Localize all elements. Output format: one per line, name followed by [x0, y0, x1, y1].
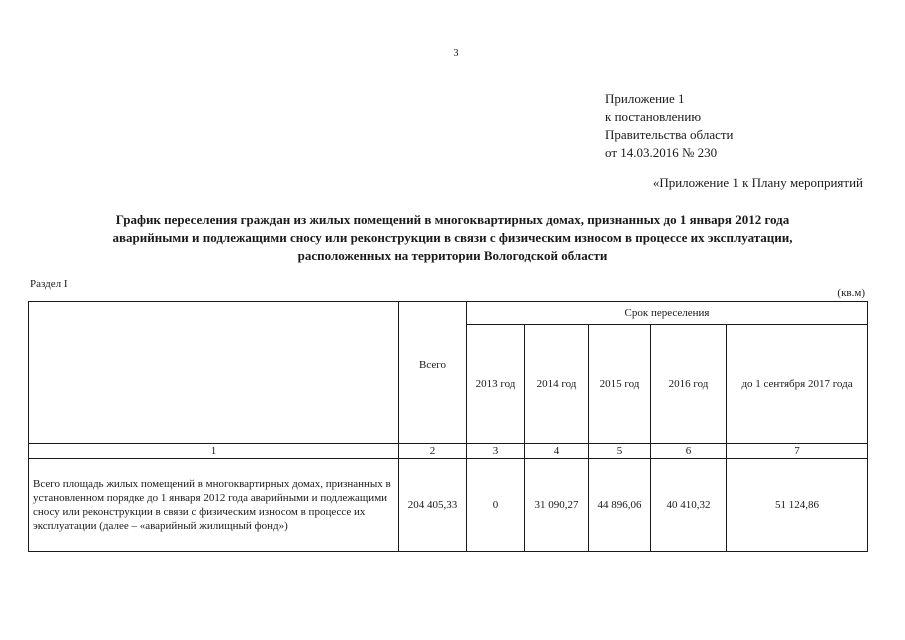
- appendix-line-1: Приложение 1: [605, 91, 685, 106]
- title-line-3: расположенных на территории Вологодской области: [297, 248, 608, 263]
- header-term: Срок переселения: [467, 302, 868, 325]
- resettlement-schedule-table: [28, 301, 868, 552]
- header-row-term: [29, 302, 868, 325]
- column-number: 1: [29, 444, 399, 459]
- page-number: 3: [453, 48, 459, 59]
- row-label: Всего площадь жилых помещений в многоквартирных домах, признанных в установленном порядке до 1 января 2012 года аварийными и подлежащими сносу или реконструкции в связи с физическим износом в процессе их эксплуатации (далее – «аварийный жилищный фонд»): [29, 459, 399, 552]
- row-value-2017: 51 124,86: [727, 459, 868, 552]
- row-value-2013: 0: [467, 459, 525, 552]
- plan-reference: «Приложение 1 к Плану мероприятий: [652, 175, 863, 190]
- unit-label: (кв.м): [837, 287, 865, 299]
- row-total-value: 204 405,33: [399, 459, 467, 552]
- header-year-2015: 2015 год: [589, 325, 651, 444]
- column-number: 4: [525, 444, 589, 459]
- appendix-header: [605, 90, 734, 162]
- appendix-line-4: от 14.03.2016 № 230: [605, 145, 718, 160]
- column-number: 6: [651, 444, 727, 459]
- appendix-line-3: Правительства области: [605, 127, 734, 142]
- column-number: 2: [399, 444, 467, 459]
- header-year-2016: 2016 год: [651, 325, 727, 444]
- header-total-label: Всего: [419, 358, 446, 371]
- row-value-2014: 31 090,27: [525, 459, 589, 552]
- table-row: [29, 459, 868, 552]
- appendix-line-2: к постановлению: [605, 109, 702, 124]
- row-value-2015: 44 896,06: [589, 459, 651, 552]
- title-line-1: График переселения граждан из жилых помещений в многоквартирных домах, признанных до 1 января 2012 года: [115, 212, 790, 227]
- header-year-2014: 2014 год: [525, 325, 589, 444]
- row-value-2016: 40 410,32: [651, 459, 727, 552]
- header-year-2017: до 1 сентября 2017 года: [727, 325, 868, 444]
- column-number: 5: [589, 444, 651, 459]
- header-total: [399, 302, 467, 444]
- document-title: [40, 211, 865, 265]
- column-number: 7: [727, 444, 868, 459]
- column-number: 3: [467, 444, 525, 459]
- column-number-row: [29, 444, 868, 459]
- header-year-2013: 2013 год: [467, 325, 525, 444]
- header-empty-cell: [29, 302, 399, 444]
- section-label: Раздел I: [30, 278, 68, 290]
- title-line-2: аварийными и подлежащими сносу или реконструкции в связи с физическим износом в процессе их эксплуатации,: [112, 230, 793, 245]
